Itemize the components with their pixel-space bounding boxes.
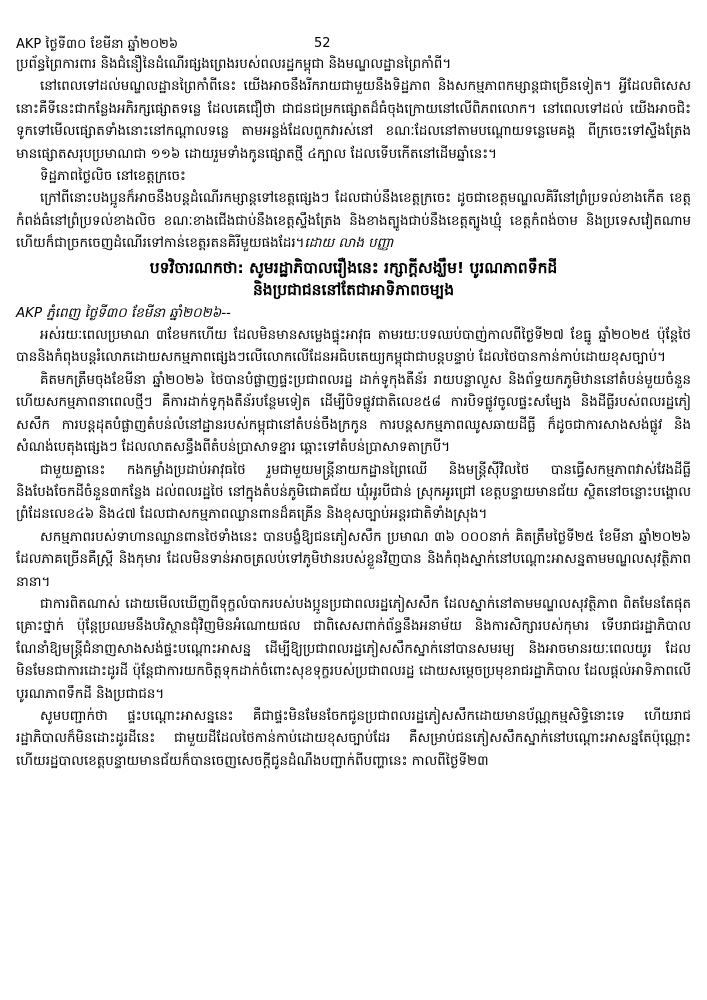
article-body [16, 54, 691, 773]
page-number: 52 [314, 36, 331, 51]
paragraph: សកម្មភាពរបស់ទាហានឈ្លានពានថៃទាំងនេះ បានបង្ខំឱ្យជនភៀសសឹក ប្រមាណ ៣៦ ០០០នាក់ គិតត្រឹមថ្ងៃទី២៥ ខែមីនា ឆ្នាំ២០២៦ ដែលភាគច្រើនគឺស្ត្រី និងកុមារ ដែលមិនទាន់អាចត្រលប់ទៅភូមិឋានរបស់ខ្លួនវិញបាន និងកំពុងស្នាក់នៅបណ្ដោះអាសន្នតាមមណ្ឌលសុវត្ថិភាពនានា។ [16, 529, 692, 590]
paragraph: គិតមកត្រឹមចុងខែមីនា ឆ្នាំ២០២៦ ថៃបានបំផ្លាញផ្ទះប្រជាពលរដ្ឋ ដាក់ទូកុងតឺន័រ រាយបន្លាលួស និងព័ទ្ធយកភូមិឋាននៅតំបន់មួយចំនួន ហើយសកម្មភាពនាពេលថ្មីៗ គឺការដាក់ទូកុងតឺន័របន្ថែមទៀត ដើម្បីបិទផ្លូវជាតិលេខ៥៨ ការបិទផ្លូវចូលផ្ទះសម្បែង និងដីធ្លីរបស់ពលរដ្ឋភៀសសឹក ការបន្តដុតបំផ្លាញតំបន់លំនៅដ្ឋានរបស់កម្ពុជានៅតំបន់ចឹងក្រកូន ការបន្តសកម្មភាពឈូសឆាយដីធ្លី ក៏ដូចជាការសាងសង់ផ្លូវ និងសំណង់បេតុងផ្សេងៗ ដែលលាតសន្ធឹងពីតំបន់ប្រាសាទខ្នារ ឆ្ពោះទៅតំបន់ប្រាសាទតាក្របី។ [16, 372, 691, 456]
paragraph [16, 188, 691, 255]
paragraph-text: ក្រៅពីនោះបងប្អូនក៏អាចនឹងបន្តដំណើរកម្សាន្តទៅខេត្តផ្សេងៗ ដែលជាប់នឹងខេត្តក្រចេះ ដូចជាខេត្តមណ្ឌលគិរីនៅព្រំប្រទល់ខាងកើត ខេត្តកំពង់ធំនៅព្រំប្រទល់ខាងលិច ខណៈខាងជើងជាប់នឹងខេត្តស្ទឹងត្រែង និងខាងត្បូងជាប់នឹងខេត្តត្បូងឃ្មុំ ខេត្តកំពង់ចាម និងប្រទេសវៀតណាម ហើយក៏ជាច្រកចេញដំណើរទៅកាន់ខេត្តរតនគិរីមួយផងដែរ។ [16, 191, 691, 252]
article-headline [16, 257, 691, 301]
dateline: AKP ភ្នំពេញ ថ្ងៃទី៣០ ខែមីនា ឆ្នាំ២០២៦-- [16, 305, 231, 321]
byline: ដោយ លាង បញ្ញា [304, 236, 394, 252]
paragraph: ជាការពិតណាស់ ដោយមើលឃើញពីទុក្ខលំបាករបស់បងប្អូនប្រជាពលរដ្ឋភៀសសឹក ដែលស្នាក់នៅតាមមណ្ឌលសុវត្ថិភាព ពិតមែនតែផុតគ្រោះថ្នាក់ ប៉ុន្តែប្រឈមនឹងបរិស្ថានជុំវិញមិនអំណោយផល ជាពិសេសពាក់ព័ន្ធនឹងអនាម័យ និងការសិក្សារបស់កុមារ ទើបរាជរដ្ឋាភិបាល ណែនាំឱ្យមន្ត្រីជំនាញសាងសង់ផ្ទះបណ្ដោះអាសន្ន ដើម្បីឱ្យប្រជាពលរដ្ឋភៀសសឹកស្នាក់នៅបានសមរម្យ និងអាចមានរយៈពេលយូរ ដែលមិនមែនជាការដោះដូរដី ប៉ុន្តែជាការយកចិត្តទុកដាក់ចំពោះសុខទុក្ខរបស់ប្រជាពលរដ្ឋ ដោយសម្ដេចប្រមុខរាជរដ្ឋាភិបាល ដែលផ្ដល់អាទិភាពលើ បូរណភាពទឹកដី និងប្រជាជន។ [16, 596, 691, 702]
headline-line-1: បទវិចារណកថា: សូមរដ្ឋាភិបាលរឿងនេះ រក្សាក្តីសង្ឃឹម! បូរណភាពទឹកដី [149, 258, 558, 277]
header-date: AKP ថ្ងៃទី៣០ ខែមីនា ឆ្នាំ២០២៦ [16, 37, 179, 52]
headline-line-2: និងប្រជាជននៅតែជាអាទិភាពចម្បង [252, 280, 455, 299]
paragraph: ប្រព័ន្ធព្រៃការពារ និងជំនឿនៃដំណើរផ្សងព្រេងរបស់ពលរដ្ឋកម្ពុជា និងមណ្ឌលដ្ឋានព្រៃកាំពី។ [16, 57, 452, 72]
photo-caption: ទិដ្ឋភាពថ្ងៃលិច នៅខេត្តក្រចេះ [40, 169, 186, 185]
page-header [16, 32, 691, 54]
paragraph: សូមបញ្ជាក់ថា ផ្ទះបណ្ដោះអាសន្ននេះ គឺជាផ្ទះមិនមែនចែកជូនប្រជាពលរដ្ឋភៀសសឹកដោយមានប័ណ្ណកម្មសិទ្ធិនោះទេ ហើយរាជរដ្ឋាភិបាលក៏មិនដោះដូរដីនេះ ជាមួយដីដែលថៃកាន់កាប់ដោយខុសច្បាប់ដែរ គឺសម្រាប់ជនភៀសសឹកស្នាក់នៅបណ្ដោះអាសន្នតែប៉ុណ្ណោះ ហើយរដ្ឋបាលខេត្តបន្ទាយមានជ័យក៏បានចេញសេចក្ដីជូនដំណឹងបញ្ជាក់ពីបញ្ហានេះ កាលពីថ្ងៃទី២៣ [16, 708, 691, 769]
paragraph: នៅពេលទៅដល់មណ្ឌលដ្ឋានព្រៃកាំពីនេះ យើងអាចនឹងរីករាយជាមួយនឹងទិដ្ឋភាព និងសកម្មភាពកម្សាន្តជាច្រើនទៀត។ អ្វីដែលពិសេសនោះគឺទីនេះជាកន្លែងអភិរក្សផ្សោតទន្លេ ដែលគេជឿថា ជាជនជម្រកផ្សោតដ៏ធំចុងក្រោយនៅលើពិភពលោក។ នៅពេលទៅដល់ យើងអាចជិះទូកទៅមើលផ្សោតទាំងនោះនៅកណ្ដាលទន្លេ តាមអន្លង់ដែលពួកវារស់នៅ ខណៈដែលនៅតាមបណ្ដោយទន្លេមេគង្គ ពីក្រចេះទៅស្ទឹងត្រែង មានផ្សោតសរុបប្រមាណជា ១១៦ ដោយរួមទាំងកូនផ្សោតថ្មី ៤ក្បាល ដែលទើបកើតនៅដើមឆ្នាំនេះ។ [16, 79, 691, 162]
paragraph: ជាមួយគ្នានេះ កងកម្លាំងប្រដាប់អាវុធថៃ រួមជាមួយមន្ត្រីនាយកដ្ឋានព្រៃឈើ និងមន្ត្រីស៊ីវិលថៃ បានធ្វើសកម្មភាពវាស់វែងដីធ្លី និងបែងចែកដីចំនួន៣កន្លែង ដល់ពលរដ្ឋថៃ នៅក្នុងតំបន់ភូមិជោគជ័យ ឃុំអូរបីជាន់ ស្រុកអូរជ្រៅ ខេត្តបន្ទាយមានជ័យ ស្ថិតនៅចន្លោះបង្គោលព្រំដែនលេខ៤៦ និង៤៧ ដែលជាសកម្មភាពឈ្លានពានដ៏គគ្រើន និងខុសច្បាប់អន្តរជាតិទាំងស្រុង។ [16, 462, 691, 523]
paragraph: អស់រយៈពេលប្រមាណ ៣ខែមកហើយ ដែលមិនមានសម្លេងផ្ទុះអាវុធ តាមរយៈបទឈប់បាញ់កាលពីថ្ងៃទី២៧ ខែធ្នូ ឆ្នាំ២០២៥ ប៉ុន្តែថៃបាននិងកំពុងបន្តរំលោភដោយសកម្មភាពផ្សេងៗលើលោកលើដែនអធិបតេយ្យកម្ពុជាជាបន្តបន្ទាប់ ដែលថៃបានកាន់កាប់ដោយខុសច្បាប់។ [16, 328, 691, 366]
